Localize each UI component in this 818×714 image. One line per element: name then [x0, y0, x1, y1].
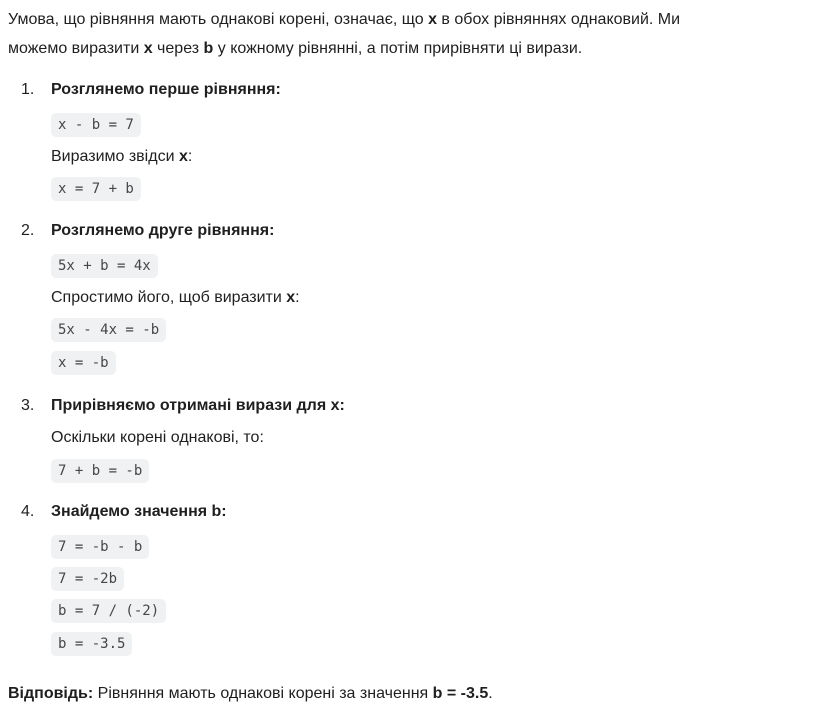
- step-1-number: 1.: [21, 81, 35, 98]
- intro-text: можемо виразити: [8, 40, 144, 57]
- step-1-title: Розглянемо перше рівняння:: [51, 81, 281, 98]
- intro-line-2: [8, 34, 808, 63]
- step-2-code-line-1: 5x + b = 4x: [51, 254, 158, 278]
- step-1-text-main: Виразимо звідси: [51, 148, 179, 165]
- step-4-number: 4.: [21, 503, 35, 520]
- step-3-number: 3.: [21, 397, 35, 414]
- intro-text: у кожному рівнянні, а потім прирівняти ці вирази.: [213, 40, 583, 57]
- intro-text: Умова, що рівняння мають однакові корені, означає, що: [8, 11, 429, 28]
- intro-text: через: [152, 40, 204, 57]
- step-4-code-line-4: b = -3.5: [51, 632, 132, 656]
- step-2-code-line-3: x = -b: [51, 351, 116, 375]
- answer-end: .: [488, 685, 493, 702]
- step-2-text-colon: :: [295, 289, 300, 306]
- step-1-code-line-1: x - b = 7: [51, 113, 141, 137]
- intro-variable-x: x: [143, 40, 153, 57]
- step-2-number: 2.: [21, 222, 35, 239]
- step-3-code-line-1: 7 + b = -b: [51, 459, 149, 483]
- answer-label: Відповідь:: [8, 685, 94, 702]
- step-2-text-main: Спростимо його, щоб виразити: [51, 289, 287, 306]
- step-4-title: Знайдемо значення b:: [51, 503, 227, 520]
- step-4-code-line-1: 7 = -b - b: [51, 535, 149, 559]
- step-2-code-line-2: 5x - 4x = -b: [51, 318, 166, 342]
- step-4-code-line-3: b = 7 / (-2): [51, 599, 166, 623]
- step-1-text-colon: :: [187, 148, 193, 165]
- step-4-code-line-2: 7 = -2b: [51, 567, 124, 591]
- step-1-text: [51, 147, 192, 167]
- intro-paragraph: [8, 5, 808, 63]
- intro-text: в обох рівняннях однаковий. Ми: [436, 11, 681, 28]
- step-3-title: Прирівняємо отримані вирази для x:: [51, 397, 345, 414]
- answer-value: b = -3.5: [432, 685, 489, 702]
- answer-text: Рівняння мають однакові корені за значення: [93, 685, 433, 702]
- intro-variable-x: x: [428, 11, 437, 28]
- intro-line-1: [8, 5, 808, 34]
- answer-line: [8, 684, 493, 704]
- step-3-text: Оскільки корені однакові, то:: [51, 429, 264, 446]
- step-1-text-variable: x: [178, 148, 188, 165]
- step-1-code-line-2: x = 7 + b: [51, 177, 141, 201]
- step-2-text: [51, 288, 300, 308]
- intro-variable-b: b: [203, 40, 214, 57]
- step-2-text-variable: x: [286, 289, 296, 306]
- step-2-title: Розглянемо друге рівняння:: [51, 222, 275, 239]
